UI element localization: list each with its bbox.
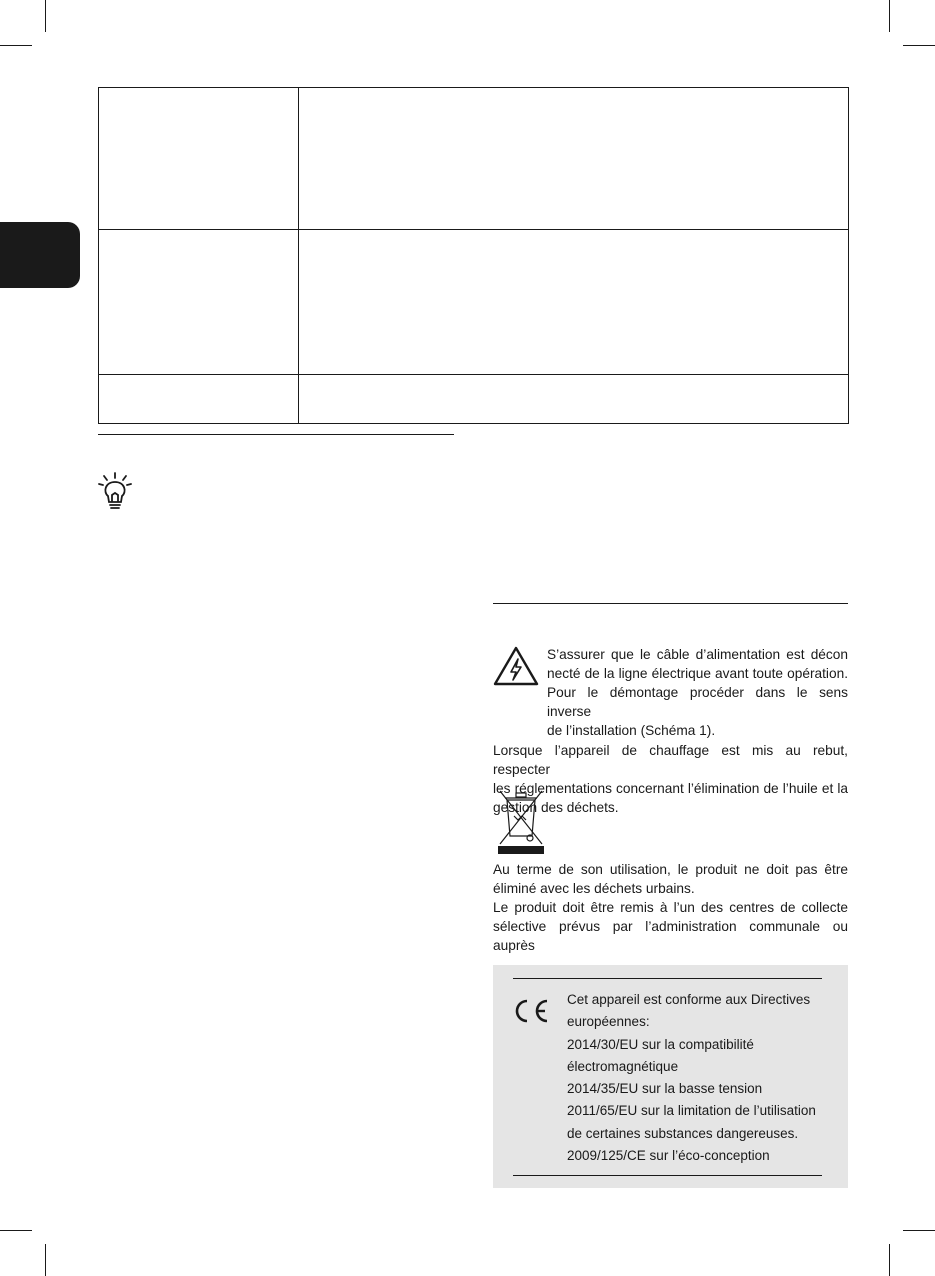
crop-mark [45, 1244, 46, 1276]
text-line: S’assurer que le câble d’alimentation est décon [547, 647, 848, 662]
text-line: électromagnétique [567, 1058, 679, 1074]
conformity-box [493, 965, 848, 1188]
disposal-instructions [493, 860, 848, 955]
section-divider [98, 434, 454, 435]
text-line: Au terme de son utilisation, le produit ne doit pas être [493, 862, 848, 877]
text-line: européennes: [567, 1014, 650, 1030]
table-row [99, 375, 849, 424]
text-line: Lorsque l’appareil de chauffage est mis au rebut, respecter [493, 743, 848, 777]
text-line: Le produit doit être remis à l’un des centres de collecte [493, 900, 848, 915]
language-tab [0, 222, 80, 288]
electric-hazard-icon [493, 645, 539, 687]
text-line: necté de la ligne électrique avant toute opération. [547, 666, 848, 681]
crop-mark [903, 1230, 935, 1231]
text-line: 2009/125/CE sur l’éco-conception [567, 1148, 770, 1164]
text-line: sélective prévus par l’administration communale ou auprès [493, 919, 848, 953]
text-line: 2014/35/EU sur la basse tension [567, 1081, 763, 1097]
crop-mark [0, 1230, 32, 1231]
warning-text [547, 645, 848, 740]
problem-cell [99, 375, 299, 424]
crop-mark [45, 0, 46, 32]
solution-cell [299, 230, 849, 375]
section-divider [493, 603, 848, 604]
lightbulb-icon [97, 472, 133, 512]
disposal-intro [493, 741, 848, 817]
table-row [99, 88, 849, 230]
problem-cell [99, 230, 299, 375]
warning-block [493, 645, 848, 817]
ce-mark-icon [510, 999, 550, 1023]
crop-mark [889, 0, 890, 32]
crop-mark [903, 45, 935, 46]
text-line: éliminé avec les déchets urbains. [493, 881, 695, 896]
solution-cell [299, 88, 849, 230]
solution-cell [299, 375, 849, 424]
crop-mark [0, 45, 32, 46]
text-line: les réglementations concernant l’élimination de l’huile et la [493, 781, 848, 796]
text-line: Pour le démontage procéder dans le sens inverse [547, 685, 848, 719]
problem-cell [99, 88, 299, 230]
troubleshooting-table [98, 87, 849, 424]
text-line: de l’installation (Schéma 1). [547, 723, 716, 738]
text-line: Cet appareil est conforme aux Directives [567, 992, 811, 1007]
text-line: 2014/30/EU sur la compatibilité [567, 1036, 754, 1052]
text-line: de certaines substances dangereuses. [567, 1125, 799, 1141]
table-row [99, 230, 849, 375]
box-rule-top [513, 978, 822, 979]
box-rule-bottom [513, 1175, 822, 1176]
crossed-bin-icon [497, 786, 545, 854]
crop-mark [889, 1244, 890, 1276]
text-line: gestion des déchets. [493, 800, 619, 815]
text-line: 2011/65/EU sur la limitation de l’utilisation [567, 1103, 816, 1119]
conformity-text [567, 989, 837, 1167]
